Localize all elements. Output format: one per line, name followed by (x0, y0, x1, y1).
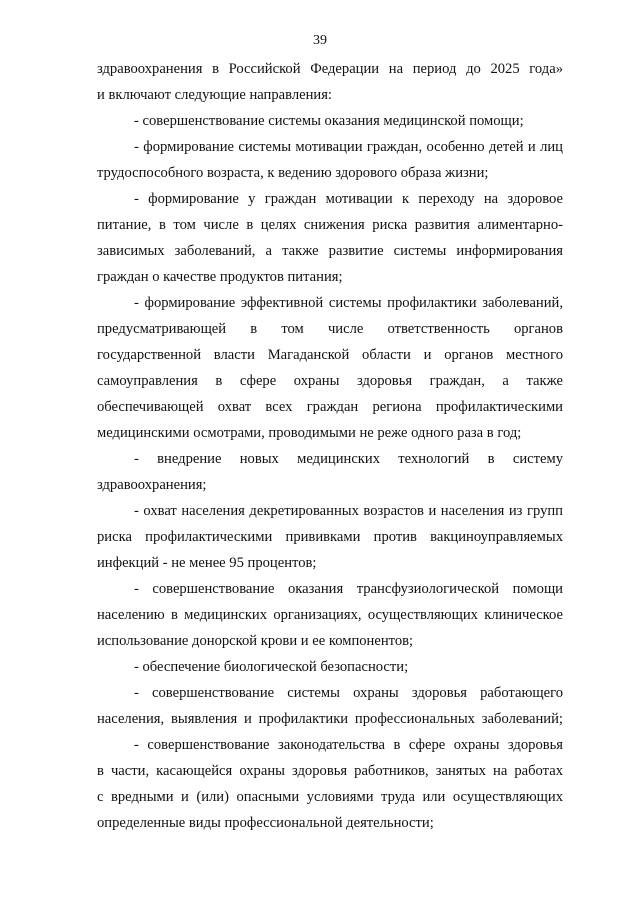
text-line: и включают следующие направления: (97, 87, 332, 103)
text-line: с вредными и (или) опасными условиями труда или осуществляющих (97, 789, 563, 805)
text-line: предусматривающей в том числе ответственность органов (97, 321, 563, 337)
text-line: населения, выявления и профилактики профессиональных заболеваний; (97, 711, 563, 727)
text-line: инфекций - не менее 95 процентов; (97, 555, 317, 571)
text-line: - совершенствование оказания трансфузиологической помощи (134, 581, 563, 597)
text-line: определенные виды профессиональной деятельности; (97, 815, 434, 831)
text-line: государственной власти Магаданской области и органов местного (97, 347, 563, 363)
page-number: 39 (313, 33, 327, 48)
text-line: - охват населения декретированных возрастов и населения из групп (134, 503, 563, 519)
text-line: трудоспособного возраста, к ведению здорового образа жизни; (97, 165, 489, 181)
text-line: - обеспечение биологической безопасности; (134, 659, 409, 675)
text-line: здравоохранения; (97, 477, 207, 493)
text-line: обеспечивающей охват всех граждан региона профилактическими (97, 399, 563, 415)
text-line: медицинскими осмотрами, проводимыми не реже одного раза в год; (97, 425, 522, 441)
text-line: питание, в том числе в целях снижения риска развития алиментарно- (97, 217, 563, 233)
text-line: - формирование системы мотивации граждан, особенно детей и лиц (134, 139, 563, 155)
text-line: самоуправления в сфере охраны здоровья граждан, а также (97, 373, 563, 389)
text-line: в части, касающейся охраны здоровья работников, занятых на работах (97, 763, 563, 779)
text-line: - совершенствование системы оказания медицинской помощи; (134, 113, 524, 129)
text-line: граждан о качестве продуктов питания; (97, 269, 343, 285)
text-line: - совершенствование законодательства в сфере охраны здоровья (134, 737, 563, 753)
text-line: - формирование эффективной системы профилактики заболеваний, (134, 295, 563, 311)
text-line: населению в медицинских организациях, осуществляющих клиническое (97, 607, 563, 623)
text-line: использование донорской крови и ее компонентов; (97, 633, 414, 649)
text-line: - формирование у граждан мотивации к переходу на здоровое (134, 191, 563, 207)
text-line: зависимых заболеваний, а также развитие системы информирования (97, 243, 563, 259)
text-line: риска профилактическими прививками против вакциноуправляемых (97, 529, 563, 545)
text-line: здравоохранения в Российской Федерации на период до 2025 года» (97, 61, 563, 77)
text-line: - совершенствование системы охраны здоровья работающего (134, 685, 563, 701)
text-line: - внедрение новых медицинских технологий в систему (134, 451, 563, 467)
